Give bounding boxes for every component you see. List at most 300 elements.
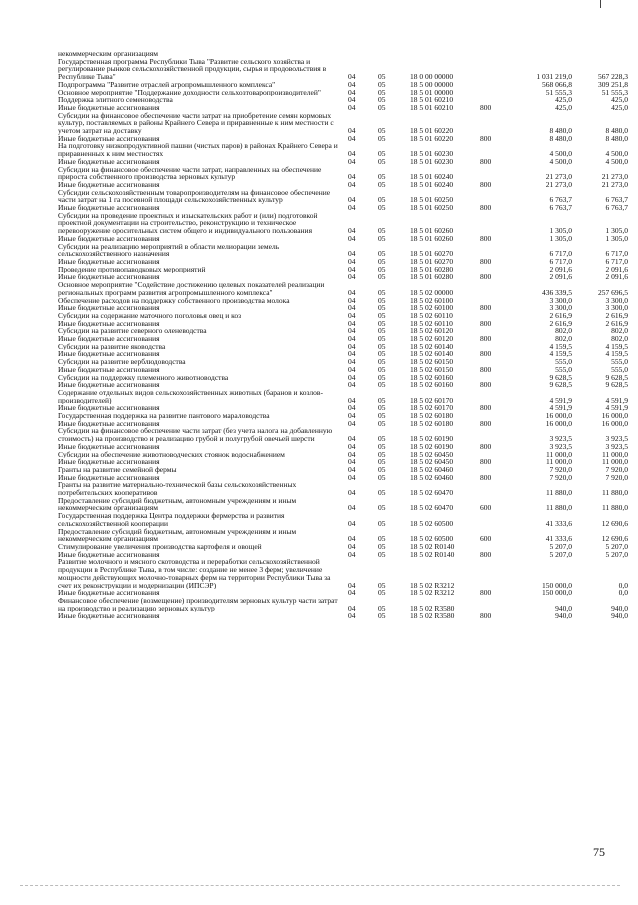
row-section: 04 (348, 234, 356, 243)
table-row (58, 81, 628, 89)
row-target-code: 18 5 02 60190 (410, 434, 454, 443)
row-expense-type (480, 451, 510, 459)
row-amount-first: 568 066,8 (542, 80, 572, 89)
row-target-code: 18 5 02 60160 (410, 373, 454, 382)
row-amount-first: 8 480,0 (549, 134, 572, 143)
table-row (58, 458, 628, 466)
table-row (58, 343, 628, 351)
row-expense-type (480, 597, 510, 612)
row-target-code: 18 5 02 R3580 (410, 603, 455, 613)
table-row (58, 96, 628, 104)
row-expense-type (480, 543, 510, 551)
row-subsection: 05 (378, 180, 386, 189)
row-name: Иные бюджетные ассигнования (58, 273, 160, 282)
row-amount-second: 309 251,8 (598, 80, 628, 89)
row-section: 04 (348, 311, 356, 320)
row-name: Субсидии на развитие яководства (58, 342, 166, 351)
row-amount-first: 16 000,0 (545, 419, 572, 428)
row-amount-second: 21 273,0 (601, 180, 628, 189)
row-subsection: 05 (378, 534, 386, 543)
row-subsection: 05 (378, 265, 386, 274)
row-subsection: 05 (378, 458, 386, 466)
row-expense-type: 800 (480, 612, 492, 621)
row-name: Гранты на развитие материально-технической базы сельскохозяйственных потребительских кооперативов (58, 481, 297, 497)
row-section: 04 (348, 350, 356, 359)
row-amount-first: 8 480,0 (549, 126, 572, 135)
row-amount-first: 21 273,0 (545, 172, 572, 181)
table-row (58, 612, 628, 620)
row-name: Поддержка элитного семеноводства (58, 96, 173, 104)
row-expense-type (480, 343, 510, 351)
row-target-code: 18 5 01 60220 (410, 126, 454, 135)
row-subsection: 05 (378, 195, 386, 205)
row-section: 04 (348, 157, 356, 166)
row-name: Иные бюджетные ассигнования (58, 103, 160, 112)
row-amount-first: 7 920,0 (549, 473, 572, 482)
row-expense-type: 800 (480, 304, 492, 312)
row-target-code: 18 5 01 60240 (410, 172, 454, 181)
row-expense-type: 800 (480, 335, 492, 343)
row-amount-second: 0,0 (618, 580, 628, 590)
table-row (58, 142, 628, 157)
row-name: Содержание отдельных видов сельскохозяйственных животных (баранов и козлов-производителей) (58, 388, 323, 405)
row-target-code: 18 5 02 R3212 (410, 589, 455, 597)
row-subsection: 05 (378, 612, 386, 621)
row-name: Иные бюджетные ассигнования (58, 134, 160, 143)
row-amount-second: 3 923,5 (605, 442, 628, 451)
row-section: 04 (348, 342, 356, 351)
row-amount-first: 4 500,0 (549, 149, 572, 158)
row-expense-type: 800 (480, 442, 492, 451)
table-row (58, 89, 628, 97)
row-amount-second: 3 300,0 (605, 296, 628, 305)
row-section: 04 (348, 88, 356, 97)
row-name: Субсидии на обеспечение животноводческих стоянок водоснабжением (58, 450, 285, 459)
row-subsection: 05 (378, 543, 386, 551)
row-amount-first: 1 305,0 (549, 226, 572, 235)
row-name: Иные бюджетные ассигнования (58, 550, 160, 559)
row-target-code: 18 5 02 R3580 (410, 612, 455, 621)
row-subsection: 05 (378, 350, 386, 359)
row-expense-type (480, 81, 510, 89)
row-name: Субсидии на развитие северного оленеводства (58, 327, 207, 336)
table-row (58, 358, 628, 366)
row-amount-second: 9 628,5 (605, 373, 628, 382)
row-name: Иные бюджетные ассигнования (58, 350, 160, 359)
row-target-code: 18 5 02 60500 (410, 534, 454, 543)
row-amount-first: 6 763,7 (549, 204, 572, 212)
row-target-code: 18 5 02 60150 (410, 358, 454, 366)
row-amount-second: 4 500,0 (605, 149, 628, 158)
row-section: 04 (348, 534, 356, 543)
row-section: 04 (348, 580, 356, 590)
row-amount-first: 11 000,0 (546, 458, 572, 466)
row-target-code: 18 5 01 60270 (410, 257, 454, 266)
row-target-code: 18 5 02 60100 (410, 296, 454, 305)
row-amount-second: 2 616,9 (605, 311, 628, 320)
row-subsection: 05 (378, 304, 386, 312)
row-amount-second: 4 500,0 (605, 157, 628, 166)
table-row (58, 474, 628, 482)
row-amount-first: 11 880,0 (546, 488, 572, 497)
row-subsection: 05 (378, 273, 386, 282)
row-section: 04 (348, 404, 356, 413)
row-amount-second: 3 300,0 (605, 304, 628, 312)
row-subsection: 05 (378, 404, 386, 413)
row-subsection: 05 (378, 319, 386, 328)
row-name: Иные бюджетные ассигнования (58, 381, 160, 389)
row-expense-type: 800 (480, 157, 492, 166)
row-expense-type: 800 (480, 473, 492, 482)
row-amount-first: 9 628,5 (549, 373, 572, 382)
row-name: Государственная поддержка на развитие пантового мараловодства (58, 412, 270, 420)
row-name: Проведение противопаводковых мероприятий (58, 265, 206, 274)
row-expense-type (480, 358, 510, 366)
row-target-code: 18 5 01 60220 (410, 134, 454, 143)
row-amount-second: 0,0 (618, 589, 628, 597)
row-expense-type: 800 (480, 458, 492, 466)
table-row (58, 258, 628, 266)
row-target-code: 18 5 02 60450 (410, 458, 454, 466)
row-amount-first: 4 591,9 (549, 404, 572, 413)
row-amount-second: 6 763,7 (605, 204, 628, 212)
row-amount-second: 257 696,5 (598, 287, 628, 297)
row-subsection: 05 (378, 157, 386, 166)
row-amount-second (572, 50, 628, 58)
row-expense-type (480, 558, 510, 589)
table-row (58, 481, 628, 496)
row-amount-first: 150 000,0 (542, 580, 572, 590)
row-expense-type (480, 389, 510, 404)
table-row (58, 58, 628, 81)
row-amount-second: 2 091,6 (605, 265, 628, 274)
row-amount-second: 8 480,0 (605, 126, 628, 135)
row-amount-second: 7 920,0 (605, 473, 628, 482)
row-subsection: 05 (378, 88, 386, 97)
row-subsection: 05 (378, 226, 386, 235)
row-amount-first: 940,0 (555, 612, 572, 621)
row-amount-first: 9 628,5 (549, 381, 572, 389)
row-expense-type (480, 50, 510, 58)
row-subsection: 05 (378, 342, 386, 351)
row-target-code: 18 5 02 60180 (410, 419, 454, 428)
row-name: Иные бюджетные ассигнования (58, 257, 160, 266)
row-amount-first: 4 500,0 (549, 157, 572, 166)
row-target-code: 18 5 02 60190 (410, 442, 454, 451)
row-section: 04 (348, 612, 356, 621)
row-subsection: 05 (378, 72, 386, 81)
row-amount-second: 2 616,9 (605, 319, 628, 328)
row-name: некоммерческим организациям (58, 50, 158, 58)
table-row (58, 443, 628, 451)
row-section: 04 (348, 335, 356, 343)
row-target-code: 18 5 01 60270 (410, 249, 454, 258)
row-expense-type: 600 (480, 534, 492, 543)
row-subsection: 05 (378, 134, 386, 143)
row-amount-second: 802,0 (611, 327, 628, 336)
table-row (58, 350, 628, 358)
row-section: 04 (348, 543, 356, 551)
row-subsection: 05 (378, 434, 386, 443)
table-row (58, 304, 628, 312)
table-row (58, 420, 628, 428)
budget-table-body (58, 50, 628, 620)
row-target-code: 18 5 01 00000 (410, 88, 454, 97)
row-section: 04 (348, 72, 356, 81)
row-subsection: 05 (378, 503, 386, 513)
row-section: 04 (348, 134, 356, 143)
row-name: На подготовку низкопродуктивной пашни (чистых паров) в районах Крайнего Севера и приравненных к ним местностях (58, 142, 338, 158)
table-row (58, 204, 628, 212)
table-row (58, 404, 628, 412)
row-expense-type (480, 281, 510, 296)
row-amount-first: 2 616,9 (549, 311, 572, 320)
table-row (58, 181, 628, 189)
row-amount-first: 5 207,0 (549, 543, 572, 551)
table-row (58, 528, 628, 543)
row-target-code: 18 5 02 60460 (410, 473, 454, 482)
row-amount-second: 7 920,0 (605, 465, 628, 474)
table-row (58, 335, 628, 343)
row-expense-type (480, 412, 510, 420)
row-name: Иные бюджетные ассигнования (58, 404, 160, 413)
row-subsection: 05 (378, 327, 386, 336)
row-amount-second: 8 480,0 (605, 134, 628, 143)
row-target-code: 18 5 01 60210 (410, 96, 454, 104)
row-target-code: 18 5 02 00000 (410, 287, 454, 297)
row-expense-type: 800 (480, 204, 492, 212)
row-section: 04 (348, 395, 356, 405)
row-amount-first: 41 333,6 (545, 534, 572, 543)
row-name: Гранты на развитие семейной фермы (58, 465, 177, 474)
row-amount-first: 11 000,0 (546, 450, 572, 459)
row-subsection: 05 (378, 450, 386, 459)
row-subsection: 05 (378, 249, 386, 258)
row-expense-type (480, 427, 510, 442)
row-target-code: 18 5 01 60280 (410, 265, 454, 274)
row-amount-second: 555,0 (611, 358, 628, 366)
row-expense-type (480, 243, 510, 258)
row-target-code: 18 5 02 60500 (410, 518, 454, 528)
row-expense-type: 800 (480, 350, 492, 359)
row-name: Иные бюджетные ассигнования (58, 304, 160, 312)
table-row (58, 312, 628, 320)
row-subsection (374, 50, 404, 58)
row-expense-type (480, 166, 510, 181)
row-amount-first: 3 300,0 (549, 304, 572, 312)
row-target-code: 18 5 02 60120 (410, 335, 454, 343)
table-row (58, 412, 628, 420)
row-expense-type (480, 374, 510, 382)
row-section: 04 (348, 373, 356, 382)
row-target-code: 18 5 01 60230 (410, 157, 454, 166)
row-section: 04 (348, 550, 356, 559)
row-name: Иные бюджетные ассигнования (58, 589, 160, 597)
table-row (58, 381, 628, 389)
row-expense-type (480, 212, 510, 235)
row-name: Основное мероприятие "Поддержание доходности сельхозтоваропроизводителей" (58, 88, 321, 97)
row-section: 04 (348, 603, 356, 613)
row-subsection: 05 (378, 149, 386, 158)
table-row (58, 543, 628, 551)
row-expense-type: 800 (480, 257, 492, 266)
row-amount-first: 436 339,5 (542, 287, 572, 297)
row-section: 04 (348, 473, 356, 482)
row-target-code: 18 5 02 60150 (410, 365, 454, 374)
row-section: 04 (348, 358, 356, 366)
row-amount-first: 51 555,3 (545, 88, 572, 97)
row-amount-second: 11 880,0 (602, 503, 628, 513)
row-expense-type (480, 96, 510, 104)
row-expense-type (480, 189, 510, 204)
row-subsection: 05 (378, 603, 386, 613)
row-amount-first: 3 923,5 (549, 434, 572, 443)
row-target-code: 18 5 01 60260 (410, 234, 454, 243)
row-amount-first: 555,0 (555, 365, 572, 374)
row-amount-first: 11 880,0 (546, 503, 572, 513)
table-row (58, 597, 628, 612)
row-section: 04 (348, 412, 356, 420)
row-target-code: 18 5 02 60140 (410, 350, 454, 359)
table-row (58, 589, 628, 597)
row-subsection: 05 (378, 311, 386, 320)
table-row (58, 166, 628, 181)
row-amount-first: 150 000,0 (542, 589, 572, 597)
row-amount-first: 3 300,0 (549, 296, 572, 305)
row-expense-type (480, 266, 510, 274)
row-amount-first: 425,0 (555, 103, 572, 112)
row-amount-first: 2 616,9 (549, 319, 572, 328)
row-amount-second: 4 159,5 (605, 350, 628, 359)
row-section: 04 (348, 465, 356, 474)
row-amount-second: 5 207,0 (605, 543, 628, 551)
row-amount-first: 16 000,0 (545, 412, 572, 420)
row-name: Стимулирование увеличения производства картофеля и овощей (58, 543, 262, 551)
row-target-code: 18 5 02 60470 (410, 488, 454, 497)
row-amount-first: 2 091,6 (549, 273, 572, 282)
row-target-code: 18 5 01 60260 (410, 226, 454, 235)
row-name: Субсидии на содержание маточного поголовья овец и коз (58, 311, 242, 320)
row-target-code: 18 5 01 60230 (410, 149, 454, 158)
row-subsection: 05 (378, 518, 386, 528)
row-subsection: 05 (378, 442, 386, 451)
row-expense-type: 800 (480, 273, 492, 282)
row-name: Субсидии на развитие верблюдоводства (58, 358, 186, 366)
row-amount-second: 4 159,5 (605, 342, 628, 351)
row-subsection: 05 (378, 287, 386, 297)
table-row (58, 243, 628, 258)
row-name: Иные бюджетные ассигнования (58, 319, 160, 328)
row-amount-second: 567 228,3 (598, 72, 628, 81)
row-section: 04 (348, 149, 356, 158)
row-name: Предоставление субсидий бюджетным, автономным учреждениям и иным некоммерческим организациям (58, 496, 297, 513)
row-name: Субсидии на финансовое обеспечение части затрат (без учета налога на добавленную стоимость) на производство и реализацию грубой и полугрубой овечьей шерсти (58, 427, 333, 443)
row-section: 04 (348, 304, 356, 312)
row-amount-second: 425,0 (611, 96, 628, 104)
row-amount-second: 6 717,0 (605, 249, 628, 258)
table-row (58, 466, 628, 474)
budget-table (58, 50, 628, 620)
row-amount-second: 4 591,9 (605, 404, 628, 413)
row-amount-second: 6 763,7 (605, 195, 628, 205)
row-section: 04 (348, 287, 356, 297)
table-row (58, 497, 628, 512)
row-expense-type: 800 (480, 319, 492, 328)
row-subsection: 05 (378, 381, 386, 389)
row-expense-type (480, 466, 510, 474)
row-section: 04 (348, 296, 356, 305)
row-amount-first: 7 920,0 (549, 465, 572, 474)
scan-edge-mark (600, 0, 601, 8)
row-section: 04 (348, 126, 356, 135)
table-row (58, 389, 628, 404)
row-name: Иные бюджетные ассигнования (58, 180, 160, 189)
row-expense-type: 800 (480, 419, 492, 428)
row-section: 04 (348, 458, 356, 466)
row-subsection: 05 (378, 580, 386, 590)
row-expense-type (480, 89, 510, 97)
row-name: Иные бюджетные ассигнования (58, 473, 160, 482)
row-section: 04 (348, 257, 356, 266)
row-subsection: 05 (378, 465, 386, 474)
row-amount-second: 940,0 (611, 612, 628, 621)
row-expense-type: 800 (480, 381, 492, 389)
row-amount-second: 12 690,6 (601, 534, 628, 543)
row-section: 04 (348, 226, 356, 235)
row-expense-type (480, 312, 510, 320)
bottom-edge-line (20, 885, 620, 886)
row-name: Государственная поддержка Центра поддержки фермерства и развития сельскохозяйственной кооперации (58, 512, 285, 528)
row-subsection: 05 (378, 550, 386, 559)
row-name: Субсидии сельскохозяйственным товаропроизводителям на финансовое обеспечение части затрат на 1 га посевной площади сельскохозяйственных культур (58, 188, 331, 205)
row-amount-second: 2 091,6 (605, 273, 628, 282)
row-subsection: 05 (378, 103, 386, 112)
table-row (58, 320, 628, 328)
row-amount-first: 940,0 (555, 603, 572, 613)
row-name: Иные бюджетные ассигнования (58, 612, 160, 621)
row-expense-type: 800 (480, 234, 492, 243)
table-row (58, 112, 628, 135)
row-amount-first: 6 717,0 (549, 249, 572, 258)
row-amount-first: 555,0 (555, 358, 572, 366)
row-subsection: 05 (378, 373, 386, 382)
table-row (58, 104, 628, 112)
row-subsection: 05 (378, 296, 386, 305)
table-row (58, 374, 628, 382)
row-expense-type (480, 512, 510, 527)
row-target-code: 18 5 02 60140 (410, 342, 454, 351)
table-row (58, 235, 628, 243)
row-subsection: 05 (378, 172, 386, 181)
row-subsection: 05 (378, 96, 386, 104)
table-row (58, 427, 628, 442)
row-amount-first: 1 031 219,0 (536, 72, 572, 81)
row-amount-first: 3 923,5 (549, 442, 572, 451)
row-subsection: 05 (378, 412, 386, 420)
row-target-code: 18 5 02 60470 (410, 503, 454, 513)
row-target-code: 18 5 01 60250 (410, 204, 454, 212)
row-amount-second: 555,0 (611, 365, 628, 374)
table-row (58, 451, 628, 459)
row-target-code: 18 5 02 60110 (410, 319, 453, 328)
table-row (58, 266, 628, 274)
row-expense-type: 800 (480, 134, 492, 143)
row-amount-second: 21 273,0 (601, 172, 628, 181)
row-name: Иные бюджетные ассигнования (58, 204, 160, 212)
row-section: 04 (348, 265, 356, 274)
row-name: Развитие молочного и мясного скотоводства и переработки сельскохозяйственной продукции в Республике Тыва, в том числе: создание не менее 3 ферм; увеличение мощности действующих молочно-товарных ферм на территории Республики Тыва за счет их реконструкции и модернизации (ИПСЭР) (58, 558, 331, 590)
row-amount-first (510, 50, 572, 58)
